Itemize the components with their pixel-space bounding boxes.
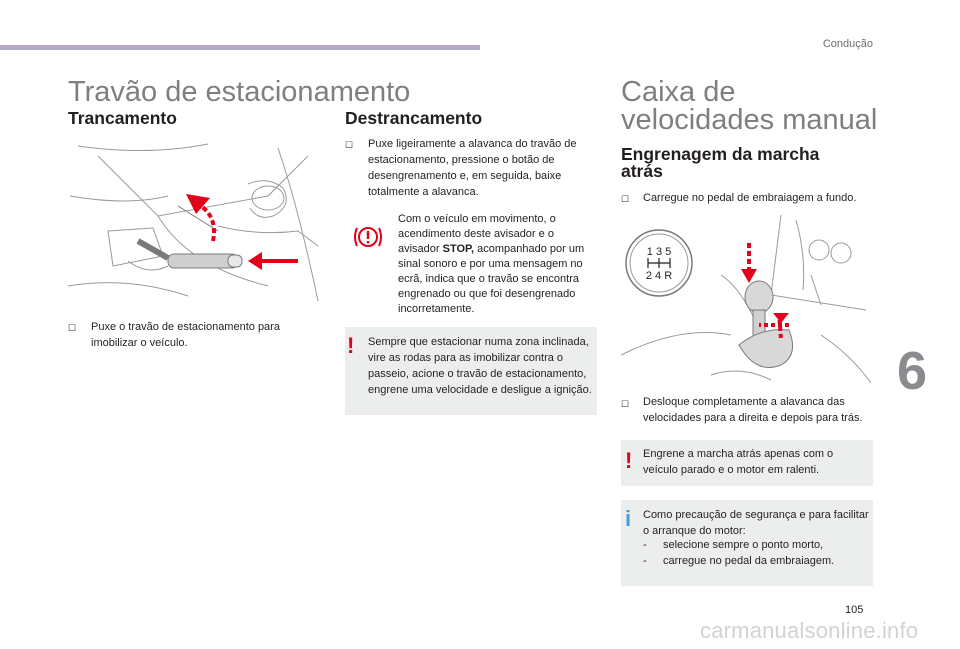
caution-box-parking: [345, 327, 597, 415]
info-item-1: selecione sempre o ponto morto,: [663, 539, 824, 551]
handbrake-locking-illustration: [68, 136, 324, 306]
checkbox-bullet-icon: ☐: [68, 323, 77, 333]
checkbox-bullet-icon: ☐: [621, 194, 630, 204]
chapter-number: 6: [897, 341, 928, 401]
unlocking-step: Puxe ligeiramente a alavanca do travão de estacionamento, pressione o botão de desengrenamento e, em seguida, baixe totalmente a alavanca.: [368, 138, 577, 198]
brake-warning-lamp-icon: [352, 223, 384, 251]
section-label: Condução: [822, 38, 873, 50]
warning-lamp-text-1: Com o veículo em movimento, o acendimento deste avisador e o avisador: [398, 213, 556, 255]
info-box-reverse: [621, 500, 873, 586]
heading-unlocking: Destrancamento: [345, 108, 483, 128]
heading-reverse-line1: Engrenagem da marcha: [621, 144, 820, 164]
page-number: 105: [845, 604, 864, 616]
caution-parking-text: Sempre que estacionar numa zona inclinada, vire as rodas para as imobilizar contra o passeio, acione o travão de estacionamento, engrene uma velocidade e desligue a ignição.: [368, 336, 592, 396]
exclamation-icon: !: [347, 333, 355, 358]
warning-lamp-text-2: acompanhado por um sinal sonoro e por uma mensagem no ecrã, indica que o travão se encontra engrenado ou que foi desengrenado incorretamente.: [398, 243, 585, 315]
watermark: carmanualsonline.info: [700, 618, 919, 643]
list-dash: -: [643, 555, 647, 567]
page-title-gearbox-line1: Caixa de: [621, 76, 736, 108]
locking-step: Puxe o travão de estacionamento para imobilizar o veículo.: [91, 321, 280, 349]
warning-lamp-description: [398, 212, 598, 317]
page-title-parking-brake: Travão de estacionamento: [68, 76, 411, 108]
gear-lever-illustration: [621, 215, 873, 387]
gear-pattern-top: 1 3 5: [646, 246, 672, 258]
header-accent-bar: [0, 45, 480, 50]
info-intro-text: Como precaução de segurança e para facilitar o arranque do motor:: [643, 509, 869, 537]
reverse-step-1: Carregue no pedal de embraiagem a fundo.: [643, 192, 857, 204]
checkbox-bullet-icon: ☐: [345, 140, 354, 150]
gear-pattern-bottom: 2 4 R: [645, 270, 673, 282]
caution-box-reverse: [621, 440, 873, 486]
exclamation-icon: !: [625, 448, 633, 473]
heading-reverse-line2: atrás: [621, 161, 663, 181]
info-item-2: carregue no pedal da embraiagem.: [663, 555, 835, 567]
stop-keyword: STOP,: [442, 243, 475, 255]
page-title-gearbox-line2: velocidades manual: [621, 104, 878, 136]
reverse-step-2: Desloque completamente a alavanca das velocidades para a direita e depois para trás.: [643, 396, 863, 424]
list-dash: -: [643, 539, 647, 551]
info-icon: i: [625, 506, 632, 531]
caution-reverse-text: Engrene a marcha atrás apenas com o veículo parado e o motor em ralenti.: [643, 448, 834, 476]
heading-locking: Trancamento: [68, 108, 177, 128]
checkbox-bullet-icon: ☐: [621, 399, 630, 409]
